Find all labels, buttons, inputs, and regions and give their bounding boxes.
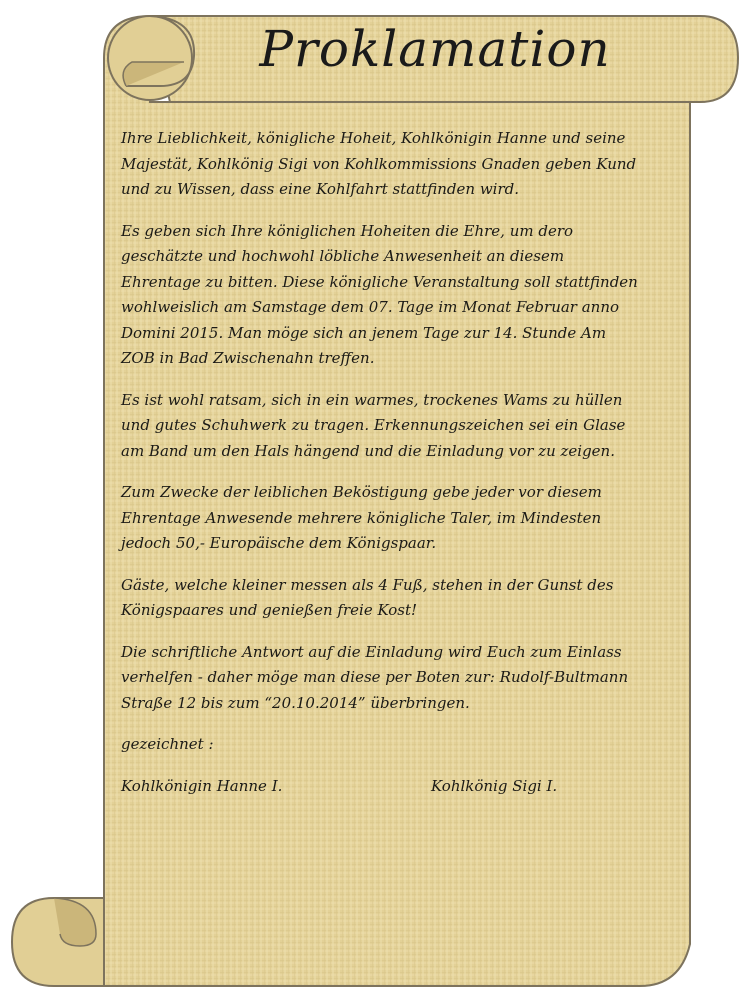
scroll-bottom-curl [12, 898, 104, 986]
paragraph-clothing: Es ist wohl ratsam, sich in ein warmes, trockenes Wams zu hüllen und gutes Schuhwerk zu tragen. Erkennungszeichen sei ein Glase am Band um den Hals hängend und die Einladung vor zu zeigen. [121, 390, 626, 460]
paragraph-invitation: Es geben sich Ihre königlichen Hoheiten die Ehre, um dero geschätzte und hochwohl löbliche Anwesenheit an diesem Ehrentage zu bitten. Diese königliche Veranstaltung soll stattfinden wohlweislich am Samstage dem 07. Tage im Monat Februar anno Domini 2015. Man möge sich an jenem Tage zur 14. Stunde Am ZOB in Bad Zwischenahn treffen. [121, 221, 638, 367]
paragraph-reply: Die schriftliche Antwort auf die Einladung wird Euch zum Einlass verhelfen - daher möge man diese per Boten zur: Rudolf-Bultmann Straße 12 bis zum “20.10.2014” überbringen. [121, 642, 629, 712]
scroll-top-curl [108, 16, 194, 100]
signature-row [121, 774, 641, 800]
signed-label: gezeichnet : [121, 735, 214, 753]
paragraph-guests: Gäste, welche kleiner messen als 4 Fuß, stehen in der Gunst des Königspaares und genießen freie Kost! [121, 575, 614, 619]
page-title: Proklamation [259, 20, 611, 78]
signature-king: Kohlkönig Sigi I. [431, 776, 558, 795]
paragraph-payment: Zum Zwecke der leiblichen Beköstigung gebe jeder vor diesem Ehrentage Anwesende mehrere königliche Taler, im Mindesten jedoch 50,- Europäische dem Königspaar. [121, 483, 602, 552]
paragraph-intro: Ihre Lieblichkeit, königliche Hoheit, Kohlkönigin Hanne und seine Majestät, Kohlkönig Sigi von Kohlkommissions Gnaden geben Kund und zu Wissen, dass eine Kohlfahrt stattfinden wird. [121, 129, 637, 198]
proclamation-body [121, 126, 641, 800]
signature-queen: Kohlkönigin Hanne I. [121, 776, 283, 795]
